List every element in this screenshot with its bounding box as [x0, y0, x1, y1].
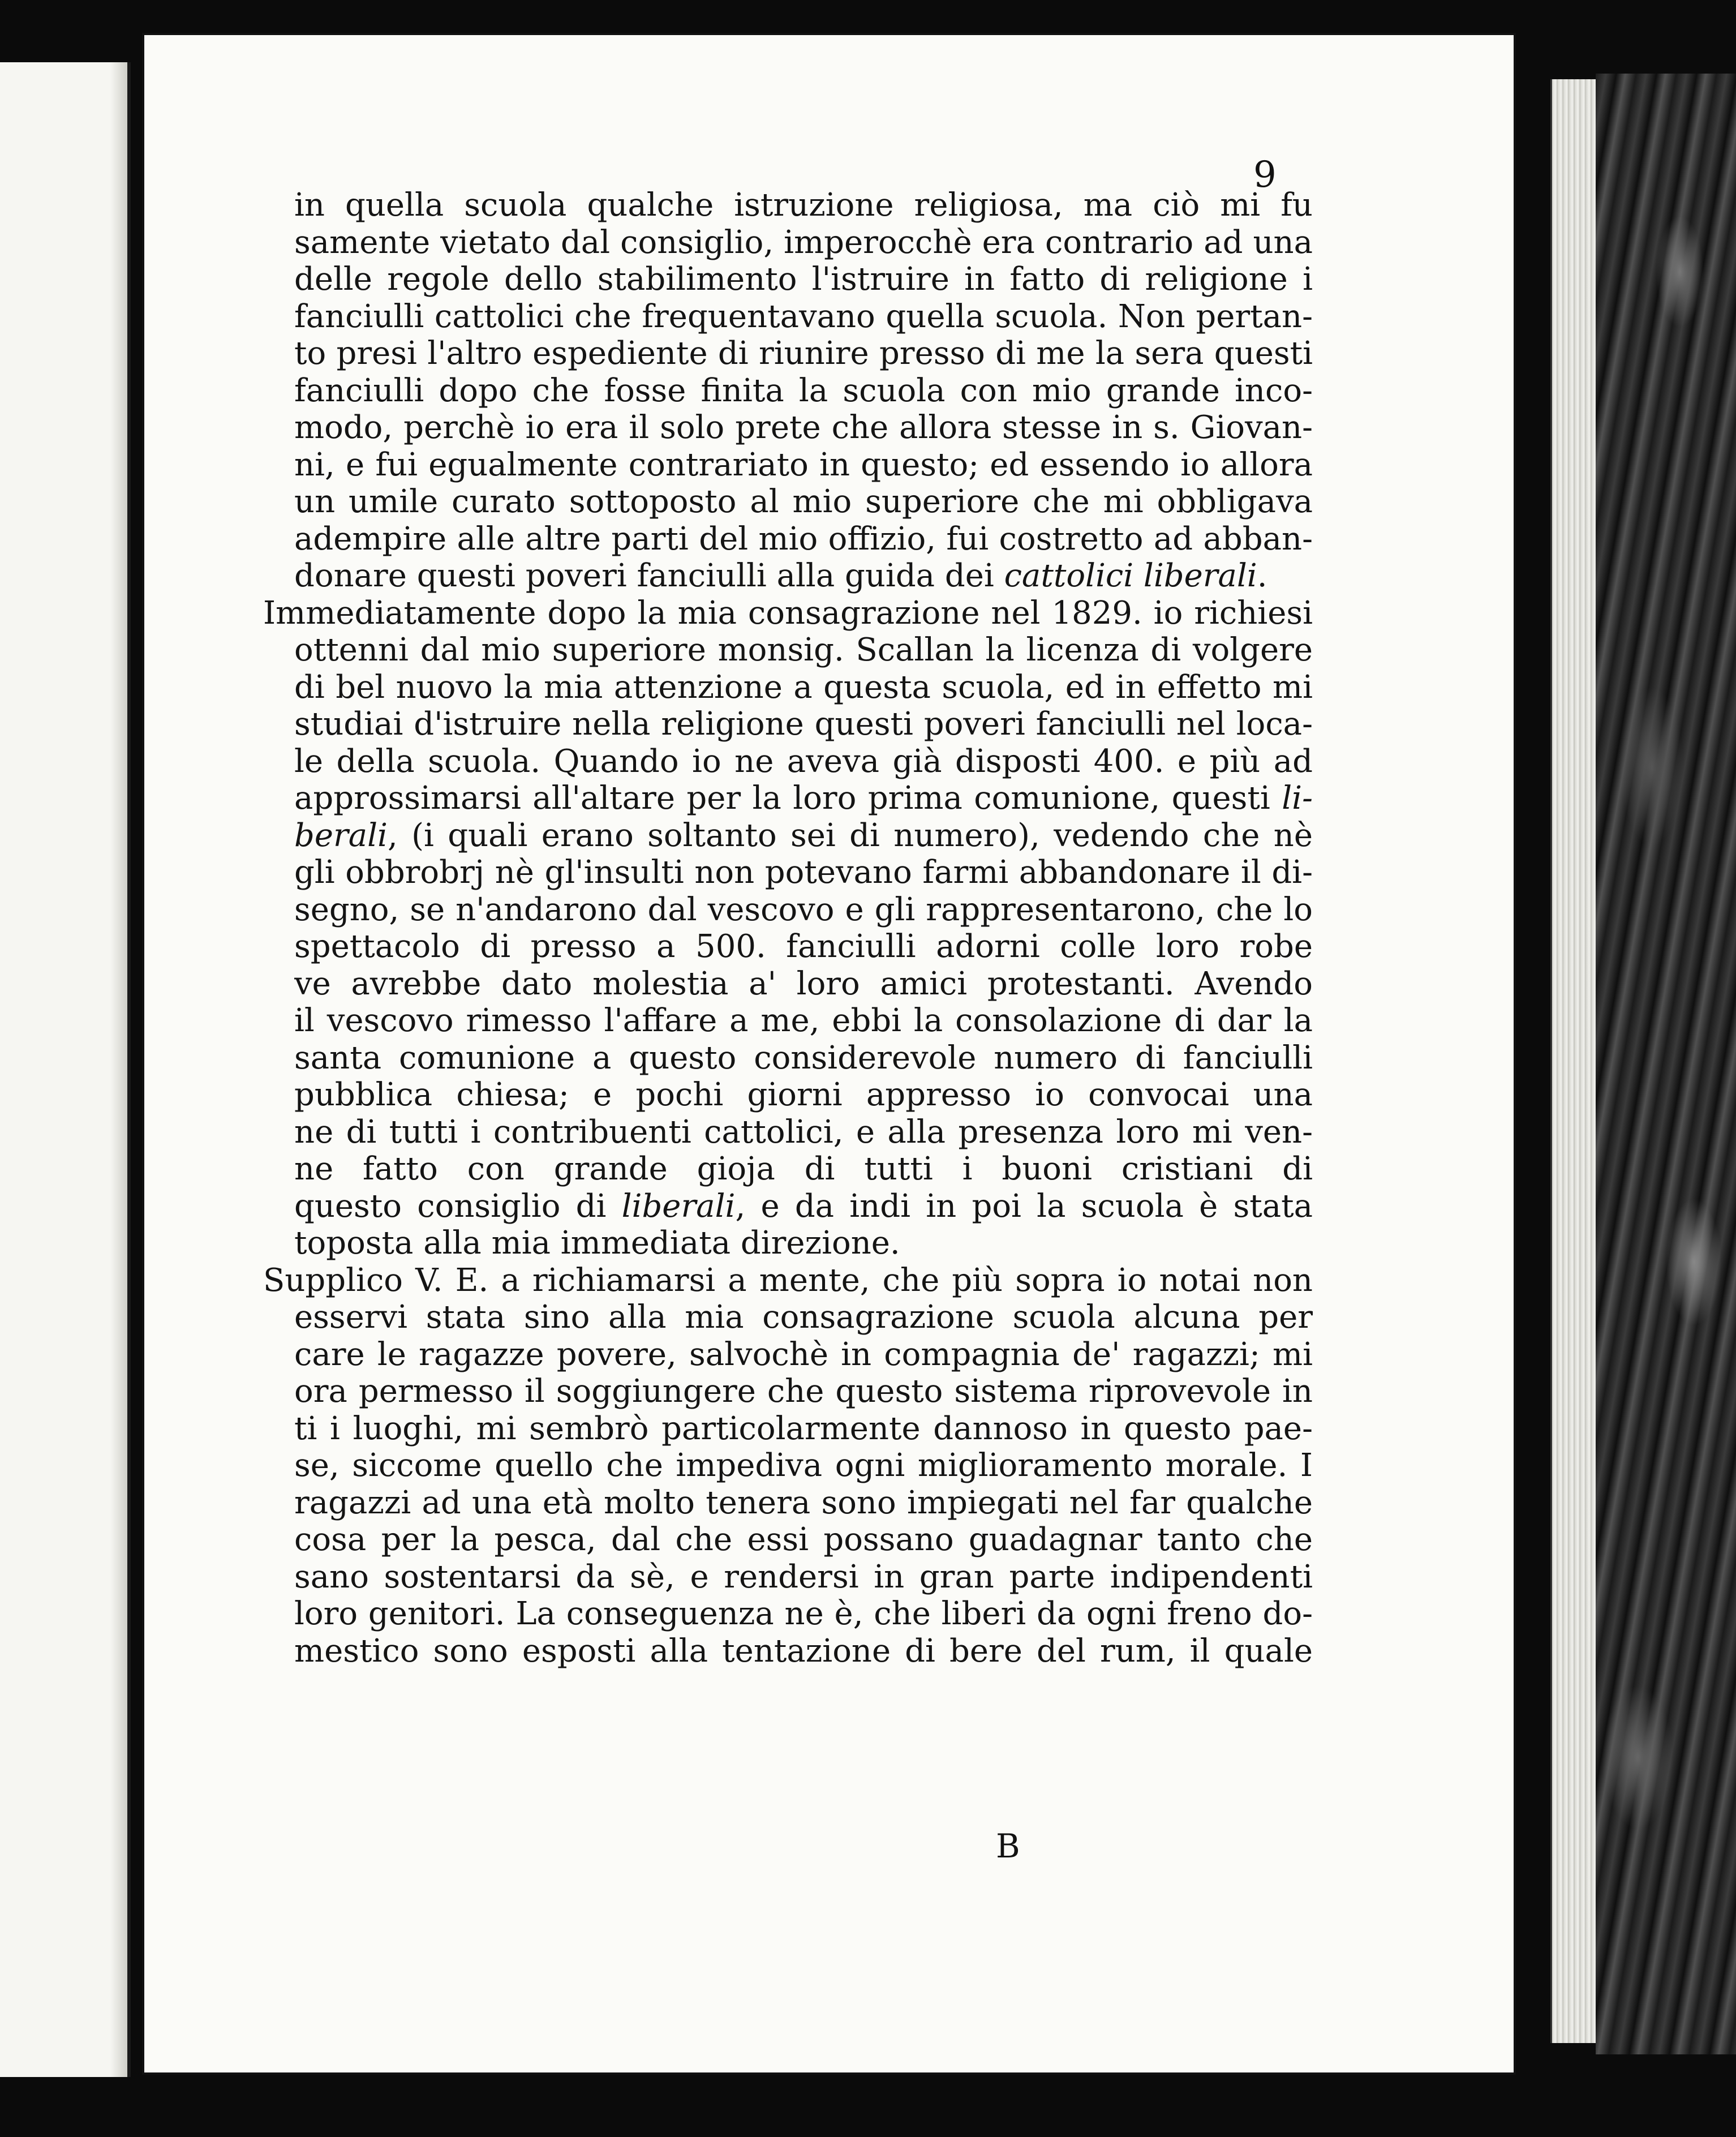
text-line: Supplico V. E. a richiamarsi a mente, che più sopra io notai non	[263, 1261, 1313, 1299]
text-line	[294, 1188, 1313, 1225]
text-segment: questo consiglio di	[294, 1187, 622, 1225]
text-line: spettacolo di presso a 500. fanciulli adorni colle loro robe	[294, 928, 1313, 965]
italic-term: liberali	[621, 1187, 736, 1225]
text-line: mestico sono esposti alla tentazione di bere del rum, il quale	[294, 1632, 1313, 1670]
italic-term: li-	[1282, 780, 1313, 817]
text-line: ragazzi ad una età molto tenera sono impiegati nel far qualche	[294, 1484, 1313, 1521]
text-line: gli obbrobrj nè gl'insulti non potevano farmi abbandonare il di-	[294, 854, 1313, 891]
text-segment: donare questi poveri fanciulli alla guida dei	[294, 557, 1004, 594]
text-segment: , (i quali erano soltanto sei di numero), vedendo che nè	[387, 817, 1313, 854]
text-segment: , e da indi in poi la scuola è stata	[735, 1187, 1313, 1225]
text-line: santa comunione a questo considerevole numero di fanciulli	[294, 1039, 1313, 1076]
text-line: adempire alle altre parti del mio offizio, fui costretto ad abban-	[294, 520, 1313, 557]
text-line: esservi stata sino alla mia consagrazione scuola alcuna per	[294, 1299, 1313, 1336]
text-line: se, siccome quello che impediva ogni miglioramento morale. I	[294, 1447, 1313, 1484]
text-line: loro genitori. La conseguenza ne è, che liberi da ogni freno do-	[294, 1595, 1313, 1632]
text-line: samente vietato dal consiglio, imperocchè era contrario ad una	[294, 224, 1313, 261]
text-line: fanciulli cattolici che frequentavano quella scuola. Non pertan-	[294, 298, 1313, 335]
text-line	[294, 557, 1313, 595]
page-text	[263, 187, 1313, 1670]
text-line: ne fatto con grande gioja di tutti i buoni cristiani di	[294, 1151, 1313, 1187]
text-line: care le ragazze povere, salvochè in compagnia de' ragazzi; mi	[294, 1336, 1313, 1373]
marbled-edge	[1596, 74, 1736, 2054]
text-line: in quella scuola qualche istruzione religiosa, ma ciò mi fu	[294, 187, 1313, 224]
previous-page-edge	[0, 62, 131, 2077]
text-line: il vescovo rimesso l'affare a me, ebbi la consolazione di dar la	[294, 1002, 1313, 1039]
text-line: le della scuola. Quando io ne aveva già disposti 400. e più ad	[294, 743, 1313, 780]
text-line: cosa per la pesca, dal che essi possano guadagnar tanto che	[294, 1521, 1313, 1558]
signature-mark: B	[996, 1827, 1020, 1865]
text-line: ti i luoghi, mi sembrò particolarmente dannoso in questo pae-	[294, 1410, 1313, 1447]
text-segment: approssimarsi all'altare per la loro prima comunione, questi	[294, 780, 1282, 817]
italic-term: cattolici liberali	[1004, 557, 1257, 594]
text-line: pubblica chiesa; e pochi giorni appresso io convocai una	[294, 1076, 1313, 1113]
text-line: segno, se n'andarono dal vescovo e gli rappresentarono, che lo	[294, 891, 1313, 928]
text-line: ne di tutti i contribuenti cattolici, e alla presenza loro mi ven-	[294, 1113, 1313, 1151]
italic-term: berali	[294, 817, 388, 854]
text-line	[294, 780, 1313, 817]
text-line: un umile curato sottoposto al mio superiore che mi obbligava	[294, 483, 1313, 520]
text-line: ve avrebbe dato molestia a' loro amici protestanti. Avendo	[294, 965, 1313, 1002]
text-line: modo, perchè io era il solo prete che allora stesse in s. Giovan-	[294, 409, 1313, 446]
text-line: Immediatamente dopo la mia consagrazione nel 1829. io richiesi	[263, 594, 1313, 632]
text-line: delle regole dello stabilimento l'istruire in fatto di religione i	[294, 261, 1313, 298]
text-line	[294, 817, 1313, 855]
text-segment: .	[1257, 557, 1267, 594]
text-line: sano sostentarsi da sè, e rendersi in gran parte indipendenti	[294, 1558, 1313, 1595]
text-line: ni, e fui egualmente contrariato in questo; ed essendo io allora	[294, 446, 1313, 483]
text-line: fanciulli dopo che fosse finita la scuola con mio grande inco-	[294, 372, 1313, 409]
text-line: ora permesso il soggiungere che questo sistema riprovevole in	[294, 1373, 1313, 1410]
text-line: to presi l'altro espediente di riunire presso di me la sera questi	[294, 335, 1313, 372]
text-line: di bel nuovo la mia attenzione a questa scuola, ed in effetto mi	[294, 668, 1313, 706]
page-number: 9	[1253, 154, 1277, 196]
text-line: ottenni dal mio superiore monsig. Scallan la licenza di volgere	[294, 632, 1313, 668]
text-line: toposta alla mia immediata direzione.	[294, 1225, 900, 1261]
text-line: studiai d'istruire nella religione questi poveri fanciulli nel loca-	[294, 706, 1313, 743]
